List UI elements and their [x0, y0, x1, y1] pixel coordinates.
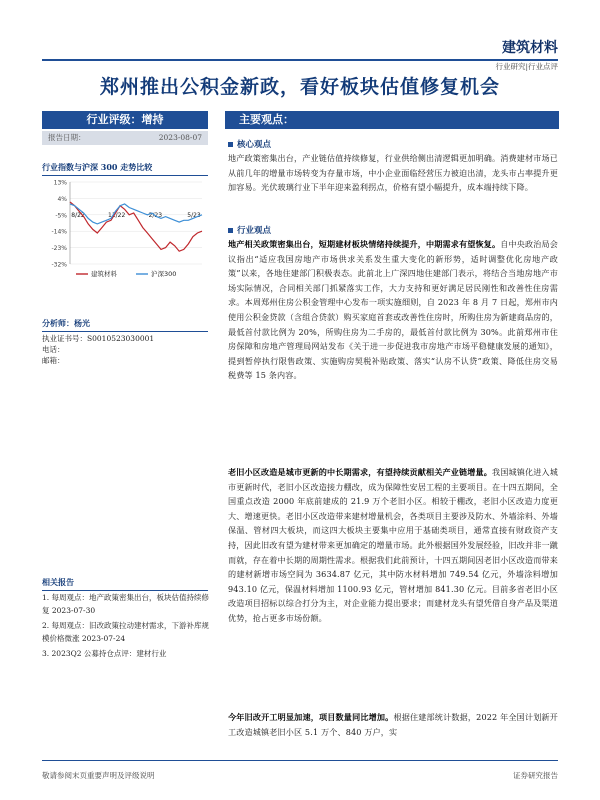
series-line-csi300	[70, 204, 202, 224]
section-bullet-icon	[228, 142, 233, 147]
analyst-label: 分析师：杨光	[42, 318, 208, 332]
report-date-label: 报告日期：	[48, 133, 86, 142]
core-view-label: 核心观点	[228, 138, 271, 150]
core-view-text: 地产政策密集出台，产业链估值持续修复，行业供给侧出清逻辑更加明确。消费建材市场已从前几年的增量市场转变为存量市场，中小企业面临经营压力被迫出清，龙头市占率提升更加容易。光伏玻璃行业下半年迎来盈利拐点，价格有望小幅提升，成本端持续下降。	[228, 153, 558, 193]
page-title: 郑州推出公积金新政，看好板块估值修复机会	[99, 76, 500, 98]
paragraph-renovation	[228, 465, 558, 626]
x-tick-label: 2/23	[148, 211, 163, 219]
legend-label: 沪深300	[151, 270, 177, 278]
analyst-info	[42, 333, 208, 366]
related-report-item[interactable]: 2. 每周观点：旧改政策拉动建材需求，下游补库规模价格微涨 2023-07-24	[42, 621, 210, 643]
index-comparison-chart	[42, 176, 208, 286]
series-line-building-materials	[70, 202, 202, 251]
paragraph-progress-body: 根据住建部统计数据，2022 年全国计划新开工改造城镇老旧小区 5.1 万个、840 万户，实	[228, 712, 558, 737]
footer-disclaimer: 敬请参阅末页重要声明及评级说明	[42, 771, 155, 780]
paragraph-policy-body: 自中央政治局会议指出“适应我国房地产市场供求关系发生重大变化的新形势，适时调整优化房地产政策”以来，各地住建部门积极表态。此前北上广深四地住建部门表示，将结合当地房地产市场实际情况，合同相关部门抓紧落实工作，大力支持和更好满足居民刚性和改善性住房需求。本周郑州住房公积金管理中心发布一项实施细则，自 2023 年 8 月 7 日起，郑州市内使用公积金贷款（含组合贷款）购买家庭首套或改善性住房时，所购住房为新建商品房的，最低首付款比例为 20%，所购住房为二手房的，最低首付款比例为 30%。此前郑州市住房保障和房地产管理局网站发布《关于进一步促进我市房地产市场平稳健康发展的通知》，提到暂停执行限售政策、实施购房契税补贴政策、落实“认房不认贷”政策、降低住房交易税费等 15 条内容。	[228, 239, 558, 381]
industry-rating: 行业评级：增持	[42, 111, 208, 129]
y-tick-label: -5%	[55, 212, 67, 220]
main-points-header: 主要观点：	[225, 111, 559, 129]
legend-label: 建筑材料	[91, 270, 117, 278]
x-tick-label: 8/22	[71, 211, 85, 219]
footer-rule	[42, 760, 558, 761]
section-bullet-icon	[228, 228, 233, 233]
analyst-phone: 电话：	[42, 345, 65, 354]
industry-view-label: 行业观点	[228, 224, 271, 236]
paragraph-progress-lead: 今年旧改开工明显加速，项目数量同比增加。	[228, 712, 394, 722]
paragraph-renovation-lead: 老旧小区改造是城市更新的中长期需求，有望持续贡献相关产业链增量。	[228, 467, 492, 477]
chart-title: 行业指数与沪深 300 走势比较	[42, 162, 208, 176]
paragraph-policy-lead: 地产相关政策密集出台，短期建材板块情绪持续提升，中期需求有望恢复。	[228, 239, 501, 249]
x-tick-label: 11/22	[108, 211, 126, 219]
y-tick-label: -32%	[51, 261, 67, 269]
header-rule	[42, 59, 558, 61]
y-tick-label: 13%	[53, 179, 67, 187]
y-tick-label: -23%	[51, 245, 67, 253]
related-reports-label: 相关报告	[42, 577, 208, 591]
paragraph-progress	[228, 710, 558, 739]
paragraph-renovation-body: 我国城镇化进入城市更新时代，老旧小区改造接力棚改，成为保障性安居工程的主要项目。在十四五期间，全国重点改造 2000 年底前建成的 21.9 万个老旧小区。相较于棚改，老旧小区改造力度更大、增速更快。老旧小区改造带来建材增量机会，各类项目主要涉及防水、外墙涂料、外墙保温、管材四大板块，而这四大板块主要集中应用于基础类项目，通常直接有财政资产支持，因此旧改有望为建材带来更加确定的增量市场。此外根据国外发展经验，旧改并非一蹴而就，存在着中长期的周期性需求。根据我们此前预计，十四五期间因老旧小区改造而带来的建材新增市场空间为 3634.87 亿元，其中防水材料增加 749.54 亿元，外墙涂料增加 943.10 亿元，保温材料增加 1100.93 亿元，管材增加 841.30 亿元。目前多省老旧小区改造项目招标以综合打分为主，对企业能力提出要求；而建材龙头有望凭借自身产品及渠道优势，抢占更多市场份额。	[228, 467, 558, 623]
x-tick-label: 5/23	[187, 211, 201, 219]
analyst-license: 执业证书号：S0010523030001	[42, 334, 155, 343]
analyst-email: 邮箱：	[42, 356, 65, 365]
footer-label: 证券研究报告	[513, 771, 558, 780]
paragraph-policy	[228, 237, 558, 383]
y-tick-label: -14%	[51, 228, 67, 236]
related-reports-list	[42, 592, 212, 664]
brand-title: 建筑材料	[502, 40, 558, 56]
y-tick-label: 4%	[57, 195, 67, 203]
report-date	[42, 131, 208, 145]
report-date-value: 2023-08-07	[158, 133, 202, 142]
related-report-item[interactable]: 1. 每周观点：地产政策密集出台，板块估值持续修复 2023-07-30	[42, 593, 210, 615]
report-subhead: 行业研究|行业点评	[495, 62, 558, 71]
related-report-item[interactable]: 3. 2023Q2 公募持仓点评：建材行业	[42, 649, 167, 658]
